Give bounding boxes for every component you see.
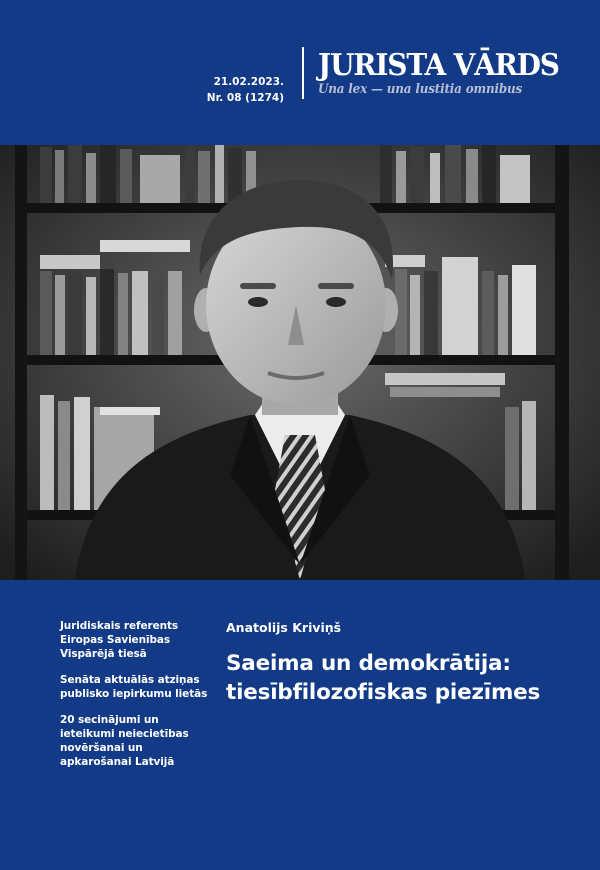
magazine-motto: Una lex — una lustitia omnibus — [318, 82, 523, 97]
magazine-logo — [318, 50, 558, 98]
teaser-item[interactable]: 20 secinājumi un ieteikumi neiecietības novēršanai un apkarošanai Latvijā — [60, 714, 189, 768]
portrait-image — [0, 145, 600, 580]
teaser-item[interactable]: Senāta aktuālās atziņas publisko iepirkumu lietās — [60, 674, 208, 700]
feature-author: Anatolijs Kriviņš — [226, 620, 342, 635]
issue-number: Nr. 08 (1274) — [206, 92, 284, 104]
masthead — [0, 0, 600, 145]
teaser-list — [60, 619, 210, 781]
masthead-divider — [302, 47, 304, 99]
feature-headline[interactable]: Saeima un demokrātija: tiesībfilozofiskas piezīmes — [226, 651, 541, 705]
teaser-item[interactable]: Juridiskais referents Eiropas Savienības Vispārējā tiesā — [60, 620, 179, 660]
magazine-title: JURISTA VĀRDS — [318, 48, 559, 83]
cover-photo — [0, 145, 600, 580]
issue-date: 21.02.2023. — [213, 76, 284, 88]
issue-info — [207, 74, 284, 106]
